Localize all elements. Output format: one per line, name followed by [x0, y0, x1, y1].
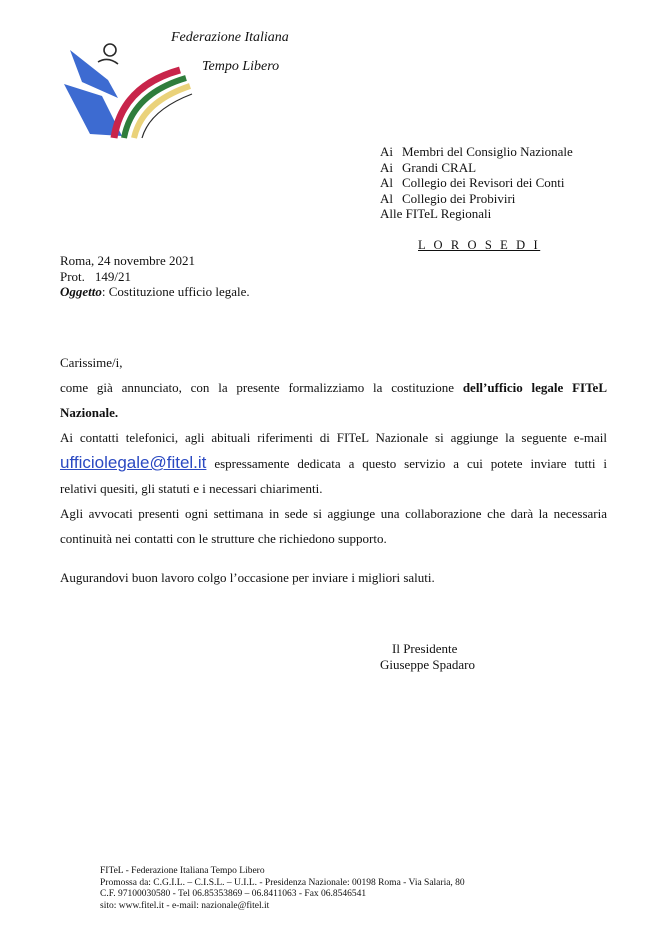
- recipient-line: Ai Grandi CRAL: [380, 159, 477, 175]
- org-name-line2: Tempo Libero: [202, 59, 280, 74]
- subject: Oggetto: Costituzione ufficio legale.: [60, 284, 250, 299]
- fitel-logo: [62, 38, 197, 146]
- closing-line: Augurandovi buon lavoro colgo l’occasione per inviare i migliori saluti.: [60, 570, 435, 585]
- recipient-line: Al Collegio dei Revisori dei Conti: [380, 175, 565, 191]
- greeting: Carissime/i,: [60, 355, 123, 370]
- paragraph-continuation: continuità nei contatti con le strutture che richiedono supporto.: [60, 531, 387, 546]
- recipient-line: Alle FITeL Regionali: [380, 206, 492, 222]
- protocol: Prot. 149/21: [60, 268, 132, 284]
- paragraph: ufficiolegale@fitel.it espressamente dedicata a questo servizio a cui potete inviare tutti i: [60, 453, 607, 472]
- loro-sedi: L O R O S E D I: [418, 238, 541, 252]
- signature-block: [380, 641, 475, 673]
- signature-name: Giuseppe Spadaro: [380, 657, 475, 672]
- logo-head: [104, 44, 116, 56]
- letter-meta: [60, 253, 250, 300]
- footer-line: Promossa da: C.G.I.L. – C.I.S.L. – U.I.L. - Presidenza Nazionale: 00198 Roma - Via Salaria, 80: [100, 877, 465, 888]
- paragraph: come già annunciato, con la presente formalizziamo la costituzione dell’ufficio legale FITeL: [60, 380, 607, 395]
- recipient-line: Al Collegio dei Probiviri: [380, 190, 516, 206]
- recipients-block: [380, 144, 573, 222]
- signature-title: Il Presidente: [392, 641, 458, 656]
- paragraph-continuation: relativi quesiti, gli statuti e i necessari chiarimenti.: [60, 481, 323, 496]
- paragraph: Ai contatti telefonici, agli abituali riferimenti di FITeL Nazionale si aggiunge la seguente e-mail: [60, 430, 607, 445]
- recipient-line: Ai Membri del Consiglio Nazionale: [380, 144, 573, 159]
- footer-line: C.F. 97100030580 - Tel 06.85353869 – 06.8411063 - Fax 06.8546541: [100, 889, 367, 899]
- footer-line: FITeL - Federazione Italiana Tempo Libero: [100, 866, 265, 876]
- paragraph-continuation: Nazionale.: [60, 405, 119, 420]
- footer-line: sito: www.fitel.it - e-mail: nazionale@fitel.it: [100, 900, 270, 911]
- email-link[interactable]: ufficiolegale@fitel.it: [60, 453, 207, 472]
- footer: [100, 866, 465, 912]
- org-name-line1: Federazione Italiana: [171, 30, 289, 45]
- place-date: Roma, 24 novembre 2021: [60, 253, 196, 268]
- letter-body: [60, 350, 607, 551]
- logo-yellow-arc: [134, 86, 190, 138]
- paragraph: Agli avvocati presenti ogni settimana in sede si aggiunge una collaborazione che darà la necessaria: [60, 506, 607, 521]
